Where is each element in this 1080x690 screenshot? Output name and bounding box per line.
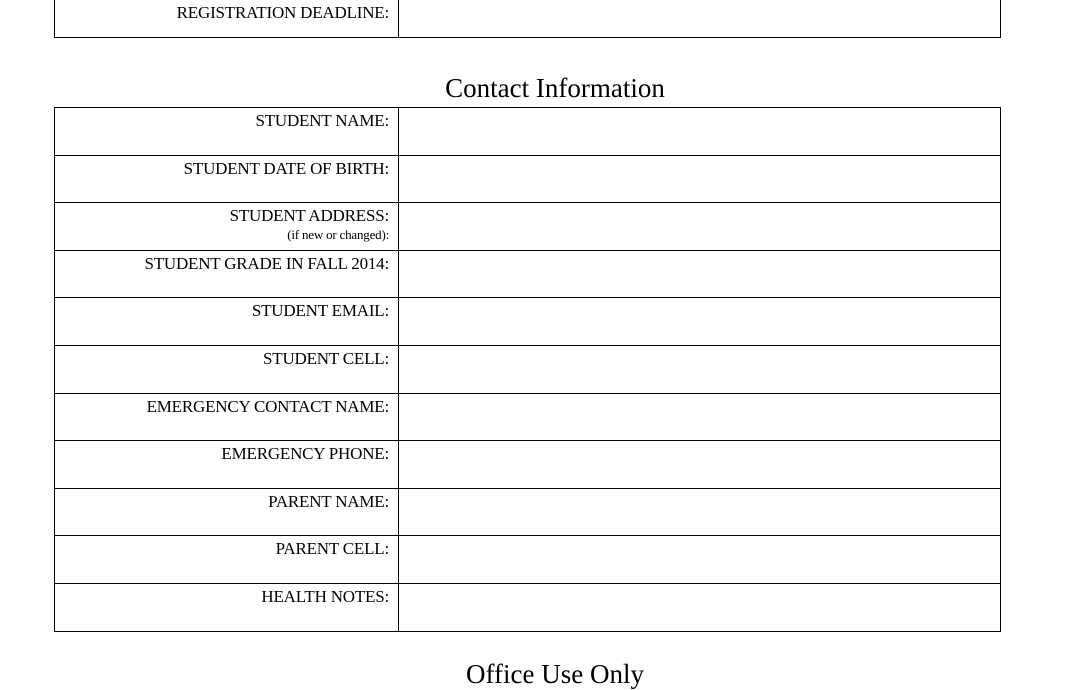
student-dob-field[interactable] [399,155,1001,203]
student-address-label-cell [55,203,399,251]
office-use-only-heading: Office Use Only [466,659,644,689]
table-row [55,441,1001,489]
registration-deadline-label: REGISTRATION DEADLINE: [55,0,399,38]
registration-table [54,0,1001,38]
student-address-label: STUDENT ADDRESS: [229,206,389,226]
registration-deadline-field[interactable] [399,0,1001,38]
emergency-phone-field[interactable] [399,441,1001,489]
student-grade-label: STUDENT GRADE IN FALL 2014: [55,250,399,298]
student-address-sublabel: (if new or changed): [287,227,389,243]
table-row [55,345,1001,393]
emergency-contact-name-label: EMERGENCY CONTACT NAME: [55,393,399,441]
parent-cell-field[interactable] [399,536,1001,584]
health-notes-field[interactable] [399,583,1001,631]
table-row [55,0,1001,38]
table-row [55,155,1001,203]
parent-name-label: PARENT NAME: [55,488,399,536]
contact-information-heading: Contact Information [445,73,665,103]
student-name-field[interactable] [399,108,1001,156]
student-dob-label: STUDENT DATE OF BIRTH: [55,155,399,203]
health-notes-label: HEALTH NOTES: [55,583,399,631]
table-row [55,203,1001,251]
parent-cell-label: PARENT CELL: [55,536,399,584]
table-row [55,250,1001,298]
emergency-phone-label: EMERGENCY PHONE: [55,441,399,489]
student-address-field[interactable] [399,203,1001,251]
student-cell-label: STUDENT CELL: [55,345,399,393]
contact-information-table [54,107,1001,632]
student-name-label: STUDENT NAME: [55,108,399,156]
emergency-contact-name-field[interactable] [399,393,1001,441]
table-row [55,488,1001,536]
parent-name-field[interactable] [399,488,1001,536]
table-row [55,536,1001,584]
table-row [55,298,1001,346]
student-cell-field[interactable] [399,345,1001,393]
student-email-field[interactable] [399,298,1001,346]
student-email-label: STUDENT EMAIL: [55,298,399,346]
table-row [55,108,1001,156]
student-grade-field[interactable] [399,250,1001,298]
table-row [55,583,1001,631]
table-row [55,393,1001,441]
